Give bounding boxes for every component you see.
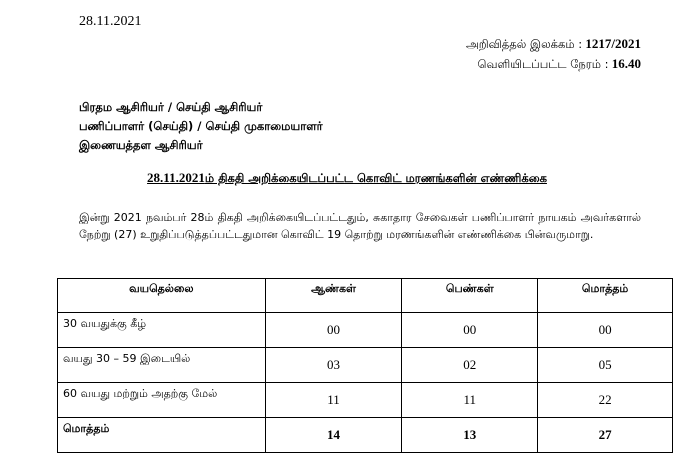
release-time-label: வெளியிடப்பட்ட நேரம் : [477, 57, 609, 71]
header-male: ஆண்கள் [265, 279, 402, 313]
table-total-row [58, 418, 673, 453]
female-count: 11 [402, 383, 538, 418]
header-total: மொத்தம் [538, 279, 673, 313]
recipient-line: பிரதம ஆசிரியர் / செய்தி ஆசிரியர் [79, 100, 263, 114]
deaths-table [57, 278, 673, 453]
body-paragraph: இன்று 2021 நவம்பர் 28ம் திகதி அறிக்கையிடப்பட்டதும், சுகாதார சேவைகள் பணிப்பாளர் நாயகம் அவர்களால் நேற்று (27) உறுதிப்படுத்தப்பட்டதுமான கொவிட் 19 தொற்று மரணங்களின் எண்ணிக்கை பின்வருமாறு. [79, 211, 641, 241]
female-count: 00 [402, 313, 538, 348]
release-time-line [466, 54, 641, 74]
row-label: வயது 30 – 59 இடையில் [58, 348, 266, 383]
row-label: 30 வயதுக்கு கீழ் [58, 313, 266, 348]
male-total: 14 [265, 418, 402, 453]
release-time: 16.40 [611, 56, 641, 71]
notice-number-label: அறிவித்தல் இலக்கம் : [465, 37, 583, 51]
grand-total: 27 [538, 418, 673, 453]
table-row [58, 348, 673, 383]
header-female: பெண்கள் [402, 279, 538, 313]
document-date: 28.11.2021 [79, 14, 142, 29]
table-row [58, 313, 673, 348]
notice-number: 1217/2021 [585, 36, 641, 51]
male-count: 00 [265, 313, 402, 348]
notice-number-line [466, 34, 641, 54]
total-count: 22 [538, 383, 673, 418]
male-count: 11 [265, 383, 402, 418]
female-total: 13 [402, 418, 538, 453]
recipient-line: இணையத்தள ஆசிரியர் [79, 138, 203, 152]
recipients-block [79, 98, 323, 155]
table-row [58, 383, 673, 418]
row-label: 60 வயது மற்றும் அதற்கு மேல் [58, 383, 266, 418]
document-title [0, 170, 694, 187]
male-count: 03 [265, 348, 402, 383]
total-count: 05 [538, 348, 673, 383]
total-row-label: மொத்தம் [58, 418, 266, 453]
female-count: 02 [402, 348, 538, 383]
notice-reference [466, 34, 641, 74]
recipient-line: பணிப்பாளர் (செய்தி) / செய்தி முகாமையாளர் [79, 119, 323, 133]
title-date: 28.11.2021 [147, 170, 205, 185]
table-header-row [58, 279, 673, 313]
header-age-range: வயதெல்லை [58, 279, 266, 313]
total-count: 00 [538, 313, 673, 348]
title-text: ம் திகதி அறிக்கையிடப்பட்ட கொவிட் மரணங்களின் எண்ணிக்கை [204, 171, 547, 185]
